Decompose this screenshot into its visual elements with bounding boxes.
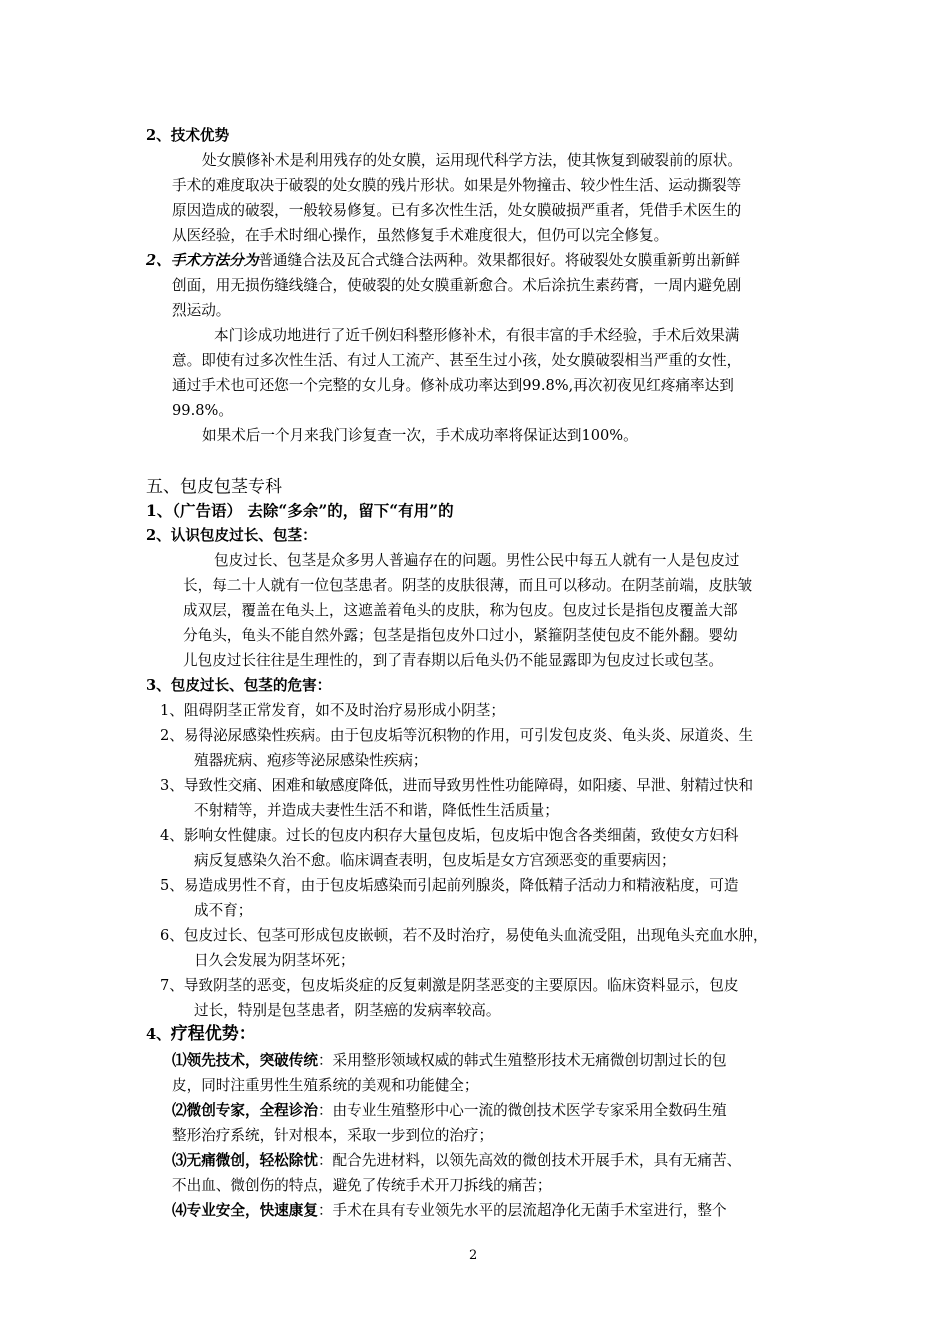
- harm-5-line-2: 成不育；: [194, 902, 253, 919]
- adv-4-line-1: [172, 1201, 727, 1221]
- section5-slogan: 1、（广告语） 去除“多余”的，留下“有用”的: [146, 501, 454, 520]
- harm-2-line-2: 殖器疣病、疱疹等泌尿感染性疾病；: [194, 752, 428, 769]
- tech-line-1: 处女膜修补术是利用残存的处女膜，运用现代科学方法，使其恢复到破裂前的原状。: [202, 152, 742, 169]
- adv-3-line-1: [172, 1151, 741, 1171]
- harm-3-line-2: 不射精等，并造成夫妻性生活不和谐，降低性生活质量；: [194, 802, 559, 819]
- tech-heading: 2、技术优势: [146, 127, 230, 144]
- method-line-1-text: 普通缝合法及瓦合式缝合法两种。效果都很好。将破裂处女膜重新剪出新鲜: [258, 252, 740, 269]
- adv-heading-text: 疗程优势：: [170, 1024, 256, 1044]
- adv-3-line-2: 不出血、微创伤的特点，避免了传统手术开刀拆线的痛苦；: [172, 1177, 552, 1194]
- method-para2-line-1: 本门诊成功地进行了近千例妇科整形修补术，有很丰富的手术经验，手术后效果满: [214, 327, 740, 344]
- harm-4-line-2: 病反复感染久治不愈。临床调查表明，包皮垢是女方宫颈恶变的重要病因；: [194, 852, 676, 869]
- tech-line-4: 从医经验，在手术时细心操作，虽然修复手术难度很大，但仍可以完全修复。: [172, 227, 669, 244]
- adv-heading-num: 4、: [146, 1026, 171, 1043]
- know-heading: 2、认识包皮过长、包茎：: [146, 527, 317, 544]
- adv-1-line-1: [172, 1051, 727, 1071]
- page-number: 2: [469, 1248, 478, 1263]
- know-line-3: 成双层，覆盖在龟头上，这遮盖着龟头的皮肤，称为包皮。包皮过长是指包皮覆盖大部: [183, 602, 738, 619]
- adv-2-text: ：由专业生殖整形中心一流的微创技术医学专家采用全数码生殖: [317, 1102, 727, 1119]
- method-line-2: 创面，用无损伤缝线缝合，使破裂的处女膜重新愈合。术后涂抗生素药膏，一周内避免剧: [172, 277, 742, 294]
- adv-2-title: ⑵微创专家，全程诊治: [172, 1102, 318, 1119]
- harm-6-line-2: 日久会发展为阴茎坏死；: [194, 952, 355, 969]
- section5-title: 五、包皮包茎专科: [146, 477, 282, 497]
- harm-heading: 3、包皮过长、包茎的危害：: [146, 677, 332, 694]
- know-line-2: 长，每二十人就有一位包茎患者。阴茎的皮肤很薄，而且可以移动。在阴茎前端，皮肤皱: [183, 577, 753, 594]
- adv-1-title: ⑴领先技术，突破传统: [172, 1052, 318, 1069]
- adv-heading: [146, 1024, 256, 1045]
- tech-line-3: 原因造成的破裂，一般较易修复。已有多次性生活，处女膜破损严重者，凭借手术医生的: [172, 202, 742, 219]
- method-para2-line-3: 通过手术也可还您一个完整的女儿身。修补成功率达到99.8%,再次初夜见红疼痛率达到: [172, 377, 734, 394]
- method-line-3: 烈运动。: [172, 302, 231, 319]
- harm-4-line-1: 4、影响女性健康。过长的包皮内积存大量包皮垢，包皮垢中饱含各类细菌，致使女方妇科: [160, 827, 739, 844]
- harm-2-line-1: 2、易得泌尿感染性疾病。由于包皮垢等沉积物的作用，可引发包皮炎、龟头炎、尿道炎、生: [160, 727, 754, 744]
- harm-5-line-1: 5、易造成男性不育，由于包皮垢感染而引起前列腺炎，降低精子活动力和精液粘度，可造: [160, 877, 739, 894]
- adv-2-line-1: [172, 1101, 727, 1121]
- adv-2-line-2: 整形治疗系统，针对根本，采取一步到位的治疗；: [172, 1127, 494, 1144]
- method-para2-line-4: 99.8%。: [172, 402, 233, 419]
- harm-7-line-2: 过长，特别是包茎患者，阴茎癌的发病率较高。: [194, 1002, 501, 1019]
- method-line-1: [146, 251, 740, 271]
- method-para2-line-2: 意。即使有过多次性生活、有过人工流产、甚至生过小孩，处女膜破裂相当严重的女性，: [172, 352, 742, 369]
- know-line-4: 分龟头，龟头不能自然外露；包茎是指包皮外口过小，紧箍阴茎使包皮不能外翻。婴幼: [183, 627, 738, 644]
- adv-1-text: ：采用整形领域权威的韩式生殖整形技术无痛微创切割过长的包: [317, 1052, 727, 1069]
- adv-3-text: ：配合先进材料，以领先高效的微创技术开展手术，具有无痛苦、: [317, 1152, 742, 1169]
- tech-line-2: 手术的难度取决于破裂的处女膜的残片形状。如果是外物撞击、较少性生活、运动撕裂等: [172, 177, 742, 194]
- adv-1-line-2: 皮，同时注重男性生殖系统的美观和功能健全；: [172, 1077, 479, 1094]
- harm-3-line-1: 3、导致性交痛、困难和敏感度降低，进而导致男性性功能障碍，如阳痿、早泄、射精过快和: [160, 777, 754, 794]
- harm-1-line-1: 1、阻碍阴茎正常发育，如不及时治疗易形成小阴茎；: [160, 702, 505, 719]
- harm-6-line-1: 6、包皮过长、包茎可形成包皮嵌顿，若不及时治疗，易使龟头血流受阻，出现龟头充血水肿，: [160, 927, 768, 944]
- adv-3-title: ⑶无痛微创，轻松除忧: [172, 1152, 318, 1169]
- adv-4-text: ：手术在具有专业领先水平的层流超净化无菌手术室进行，整个: [317, 1202, 727, 1219]
- method-heading: 2、手术方法分为: [146, 252, 259, 269]
- adv-4-title: ⑷专业安全，快速康复: [172, 1202, 318, 1219]
- know-line-5: 儿包皮过长往往是生理性的，到了青春期以后龟头仍不能显露即为包皮过长或包茎。: [183, 652, 723, 669]
- harm-7-line-1: 7、导致阴茎的恶变，包皮垢炎症的反复刺激是阴茎恶变的主要原因。临床资料显示，包皮: [160, 977, 739, 994]
- know-line-1: 包皮过长、包茎是众多男人普遍存在的问题。男性公民中每五人就有一人是包皮过: [214, 552, 740, 569]
- method-para3: 如果术后一个月来我门诊复查一次，手术成功率将保证达到100%。: [202, 427, 638, 444]
